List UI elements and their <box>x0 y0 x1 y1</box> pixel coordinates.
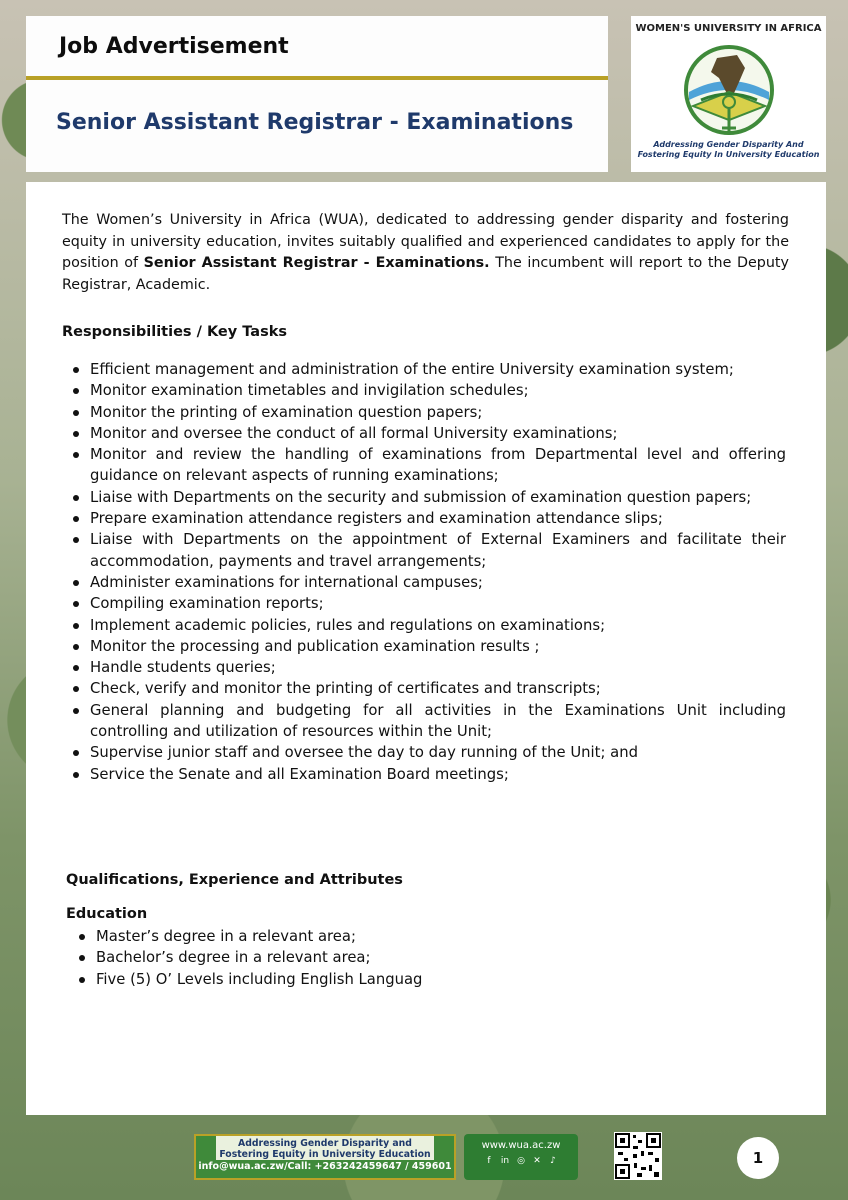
x-icon[interactable]: ✕ <box>533 1156 541 1166</box>
list-item: General planning and budgeting for all activities in the Examinations Unit including controlling and utilization of resources within the Unit; <box>68 700 786 743</box>
list-item: Bachelor’s degree in a relevant area; <box>74 947 774 968</box>
header-panel <box>26 16 608 172</box>
list-item: Five (5) O’ Levels including English Languag <box>74 969 774 990</box>
tiktok-icon[interactable]: ♪ <box>550 1156 556 1166</box>
list-item: Implement academic policies, rules and regulations on examinations; <box>68 615 786 636</box>
list-item: Administer examinations for international campuses; <box>68 572 786 593</box>
list-item: Monitor the processing and publication examination results ; <box>68 636 786 657</box>
intro-text-before: The Women’s University in Africa (WUA), dedicated to addressing gender disparity and fostering equity in university education, invites suitably qualified and experienced candidates to apply for the position of <box>62 212 789 271</box>
list-item: Monitor examination timetables and invigilation schedules; <box>68 380 786 401</box>
instagram-icon[interactable]: ◎ <box>517 1156 525 1166</box>
responsibilities-heading: Responsibilities / Key Tasks <box>62 324 287 340</box>
header-divider <box>26 76 608 80</box>
logo-emblem-icon <box>679 40 779 140</box>
list-item: Master’s degree in a relevant area; <box>74 926 774 947</box>
list-item: Monitor the printing of examination question papers; <box>68 402 786 423</box>
list-item: Service the Senate and all Examination Board meetings; <box>68 764 786 785</box>
list-item: Monitor and review the handling of examinations from Departmental level and offering guidance on relevant aspects of running examinations; <box>68 444 786 487</box>
list-item: Supervise junior staff and oversee the day to day running of the Unit; and <box>68 742 786 763</box>
social-icons <box>464 1155 578 1167</box>
list-item: Liaise with Departments on the security and submission of examination question papers; <box>68 487 786 508</box>
list-item: Check, verify and monitor the printing of certificates and transcripts; <box>68 678 786 699</box>
content-panel <box>26 182 826 1115</box>
logo-university-name: WOMEN'S UNIVERSITY IN AFRICA <box>635 23 822 34</box>
university-logo <box>631 16 826 172</box>
footer-website-box <box>464 1134 578 1180</box>
document-type-title: Job Advertisement <box>59 34 289 59</box>
facebook-icon[interactable]: f <box>487 1156 491 1166</box>
footer-contact-box <box>194 1134 456 1180</box>
qualifications-heading: Qualifications, Experience and Attributes <box>66 872 403 888</box>
intro-position-bold: Senior Assistant Registrar - Examinations. <box>143 255 490 271</box>
education-list <box>74 926 774 990</box>
linkedin-icon[interactable]: in <box>500 1156 510 1166</box>
list-item: Efficient management and administration of the entire University examination system; <box>68 359 786 380</box>
education-heading: Education <box>66 906 148 922</box>
footer-contact-info[interactable]: info@wua.ac.zw/Call: +263242459647 / 459601 <box>198 1161 452 1172</box>
list-item: Compiling examination reports; <box>68 593 786 614</box>
list-item: Monitor and oversee the conduct of all formal University examinations; <box>68 423 786 444</box>
intro-text-after: The incumbent will report to the Deputy Registrar, Academic. <box>62 255 789 293</box>
list-item: Liaise with Departments on the appointment of External Examiners and facilitate their accommodation, payments and travel arrangements; <box>68 529 786 572</box>
qr-code-icon[interactable] <box>614 1132 662 1180</box>
logo-tagline: Addressing Gender Disparity And Fostering Equity In University Education <box>637 140 820 159</box>
list-item: Handle students queries; <box>68 657 786 678</box>
responsibilities-list <box>68 359 786 785</box>
list-item: Prepare examination attendance registers and examination attendance slips; <box>68 508 786 529</box>
footer-tagline: Addressing Gender Disparity and Fostering Equity in University Education <box>216 1136 434 1160</box>
website-link[interactable]: www.wua.ac.zw <box>481 1140 561 1151</box>
position-title: Senior Assistant Registrar - Examinations <box>56 110 574 135</box>
page-number: 1 <box>737 1137 779 1179</box>
intro-paragraph <box>62 210 789 296</box>
